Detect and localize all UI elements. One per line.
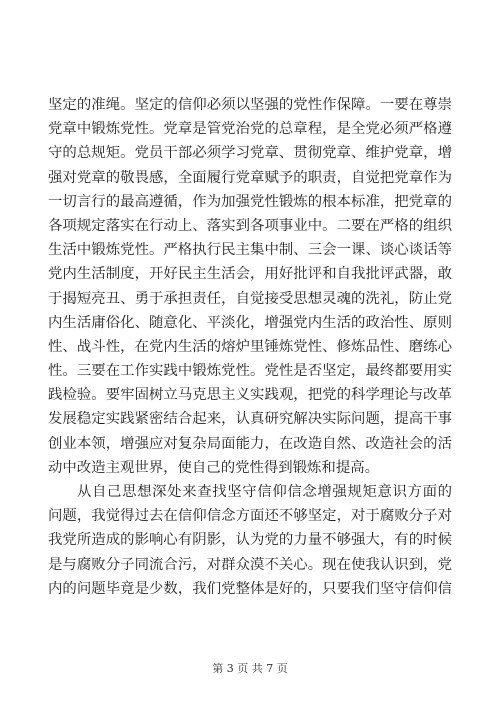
text-line: 于揭短亮丑、勇于承担责任，自觉接受思想灵魂的洗礼，防止党 <box>48 290 452 307</box>
text-line: 生活中锻炼党性。严格执行民主集中制、三会一课、谈心谈话等 <box>48 242 452 259</box>
text-line: 党章中锻炼党性。党章是管党治党的总章程，是全党必须严格遵 <box>48 121 452 138</box>
text-line: 一切言行的最高遵循，作为加强党性锻炼的根本标准，把党章的 <box>48 193 452 210</box>
text-line: 各项规定落实在行动上、落实到各项事业中。二要在严格的组织 <box>48 217 452 234</box>
text-line: 问题，我觉得过去在信仰信念方面还不够坚定，对于腐败分子对 <box>48 508 452 525</box>
text-line: 强对党章的敬畏感，全面履行党章赋予的职责，自觉把党章作为 <box>48 169 452 186</box>
text-line: 我党所造成的影响心有阴影，认为党的力量不够强大，有的时候 <box>48 532 452 549</box>
body-text <box>48 93 452 601</box>
text-line: 内生活庸俗化、随意化、平淡化，增强党内生活的政治性、原则 <box>48 314 452 331</box>
text-line: 党内生活制度，开好民主生活会，用好批评和自我批评武器，敢 <box>48 266 452 283</box>
text-line: 创业本领，增强应对复杂局面能力，在改造自然、改造社会的活 <box>48 435 452 452</box>
paragraph-first-line: 从自己思想深处来查找坚守信仰信念增强规矩意识方面的 <box>77 484 452 500</box>
text-line: 内的问题毕竟是少数，我们党整体是好的，只要我们坚守信仰信 <box>48 580 452 597</box>
text-line: 发展稳定实践紧密结合起来，认真研究解决实际问题，提高干事 <box>48 411 452 428</box>
text-line: 动中改造主观世界，使自己的党性得到锻炼和提高。 <box>48 459 379 476</box>
text-line: 性、战斗性，在党内生活的熔炉里锤炼党性、修炼品性、磨练心 <box>48 338 452 355</box>
text-line: 坚定的准绳。坚定的信仰必须以坚强的党性作保障。一要在尊崇 <box>48 97 452 113</box>
text-line: 是与腐败分子同流合污，对群众漠不关心。现在使我认识到，党 <box>48 556 452 573</box>
page-number-footer: 第 3 页 共 7 页 <box>212 662 288 675</box>
text-line: 守的总规矩。党员干部必须学习党章、贯彻党章、维护党章，增 <box>48 145 452 162</box>
text-line: 性。三要在工作实践中锻炼党性。党性是否坚定，最终都要用实 <box>48 363 452 380</box>
text-line: 践检验。要牢固树立马克思主义实践观，把党的科学理论与改革 <box>48 387 452 404</box>
